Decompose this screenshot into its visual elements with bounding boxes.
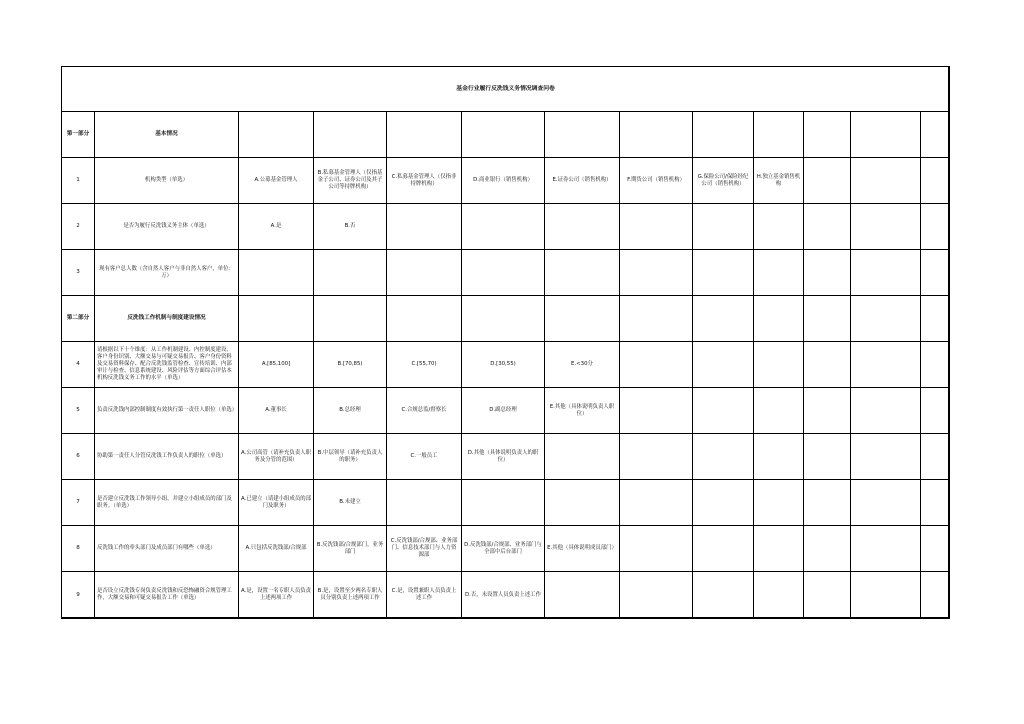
empty-cell — [314, 250, 387, 296]
empty-cell — [620, 434, 693, 480]
answer-option: B.是，设置至少两名专职人员分别负责上述两项工作 — [314, 572, 387, 619]
answer-option: B.[70,85) — [314, 342, 387, 388]
question-number: 8 — [62, 526, 95, 572]
empty-cell — [851, 296, 921, 342]
answer-option: B.否 — [314, 204, 387, 250]
answer-option: C.是，设置兼职人员负责上述工作 — [387, 572, 462, 619]
empty-cell — [921, 158, 950, 204]
empty-cell — [462, 296, 545, 342]
answer-option: A.是，设置一名专职人员负责上述两项工作 — [239, 572, 314, 619]
empty-cell — [921, 342, 950, 388]
section-label: 第二部分 — [62, 296, 95, 342]
empty-cell — [387, 480, 462, 526]
empty-cell — [804, 296, 851, 342]
empty-cell — [545, 250, 620, 296]
empty-cell — [851, 388, 921, 434]
answer-option: D.反洗钱部/合规部、业务部门与全部中后台部门 — [462, 526, 545, 572]
question-text: 请根据以下十个维度：从工作机制建设、内控制度建设、客户身份识别、大额交易与可疑交易报告、客户身份资料及交易资料保存、配合反洗钱监管检查、宣传培训、内部审计与检查、信息系统建设、风险评估等方面综合评估本机构反洗钱义务工作的水平（单选） — [95, 342, 239, 388]
empty-cell — [851, 204, 921, 250]
answer-option: E.证券公司（销售机构） — [545, 158, 620, 204]
empty-cell — [851, 342, 921, 388]
empty-cell — [804, 526, 851, 572]
question-number: 4 — [62, 342, 95, 388]
answer-option: H.独立基金销售机构 — [754, 158, 804, 204]
empty-cell — [754, 296, 804, 342]
answer-option: E.其他（具体说明负责人职位） — [545, 388, 620, 434]
empty-cell — [754, 526, 804, 572]
empty-cell — [620, 250, 693, 296]
empty-cell — [387, 296, 462, 342]
answer-option: A.是 — [239, 204, 314, 250]
empty-cell — [462, 480, 545, 526]
question-row — [62, 250, 950, 296]
answer-option: A.公募基金管理人 — [239, 158, 314, 204]
empty-cell — [387, 112, 462, 158]
question-text: 负责反洗钱内部控制制度有效执行第一责任人职位（单选） — [95, 388, 239, 434]
answer-option: C.[55,70) — [387, 342, 462, 388]
empty-cell — [620, 112, 693, 158]
question-row — [62, 342, 950, 388]
empty-cell — [239, 250, 314, 296]
question-row — [62, 480, 950, 526]
empty-cell — [693, 112, 754, 158]
answer-option: D.[30,55) — [462, 342, 545, 388]
empty-cell — [620, 342, 693, 388]
empty-cell — [851, 250, 921, 296]
question-text: 是否建立反洗钱工作领导小组，并建立小组成员的部门及职务。（单选） — [95, 480, 239, 526]
empty-cell — [239, 296, 314, 342]
empty-cell — [620, 526, 693, 572]
empty-cell — [921, 388, 950, 434]
questionnaire-title: 基金行业履行反洗钱义务情况调查问卷 — [62, 67, 950, 112]
empty-cell — [921, 434, 950, 480]
question-text: 反洗钱工作的牵头部门及成员部门有哪些（单选） — [95, 526, 239, 572]
answer-option: D.其他（具体说明负责人的职位） — [462, 434, 545, 480]
question-text: 机构类型（单选） — [95, 158, 239, 204]
empty-cell — [693, 480, 754, 526]
answer-option: D.副总经理 — [462, 388, 545, 434]
empty-cell — [239, 112, 314, 158]
empty-cell — [804, 158, 851, 204]
empty-cell — [804, 572, 851, 619]
answer-option: A.已建立（请建小组成员的部门及职务） — [239, 480, 314, 526]
question-text: 现有客户总人数（含自然人客户与非自然人客户，单位：万） — [95, 250, 239, 296]
question-row — [62, 388, 950, 434]
empty-cell — [693, 342, 754, 388]
empty-cell — [754, 204, 804, 250]
question-row — [62, 434, 950, 480]
empty-cell — [693, 296, 754, 342]
answer-option: D.商业银行（销售机构） — [462, 158, 545, 204]
empty-cell — [545, 112, 620, 158]
empty-cell — [693, 250, 754, 296]
empty-cell — [693, 526, 754, 572]
question-number: 5 — [62, 388, 95, 434]
empty-cell — [754, 572, 804, 619]
empty-cell — [620, 296, 693, 342]
answer-option: G.保险公司/保险经纪公司（销售机构） — [693, 158, 754, 204]
empty-cell — [804, 342, 851, 388]
answer-option: A.董事长 — [239, 388, 314, 434]
answer-option: A.只包括反洗钱部/合规部 — [239, 526, 314, 572]
empty-cell — [754, 480, 804, 526]
empty-cell — [851, 572, 921, 619]
empty-cell — [545, 572, 620, 619]
empty-cell — [545, 480, 620, 526]
empty-cell — [693, 388, 754, 434]
answer-option: C.反洗钱部/合规部、业务部门、信息技术部门与人力资源部 — [387, 526, 462, 572]
question-number: 1 — [62, 158, 95, 204]
answer-option: B.未建立 — [314, 480, 387, 526]
answer-option: F.期货公司（销售机构） — [620, 158, 693, 204]
empty-cell — [804, 250, 851, 296]
answer-option: C.一般员工 — [387, 434, 462, 480]
answer-option: A.[85,100] — [239, 342, 314, 388]
answer-option: A.公司高管（请补充负责人职务及分管的范围） — [239, 434, 314, 480]
question-row — [62, 204, 950, 250]
empty-cell — [804, 204, 851, 250]
empty-cell — [754, 342, 804, 388]
answer-option: B.中层领导（请补充负责人的职务） — [314, 434, 387, 480]
empty-cell — [804, 434, 851, 480]
empty-cell — [804, 480, 851, 526]
empty-cell — [921, 250, 950, 296]
empty-cell — [921, 526, 950, 572]
title-row — [62, 67, 950, 112]
question-row — [62, 158, 950, 204]
empty-cell — [804, 388, 851, 434]
empty-cell — [921, 204, 950, 250]
empty-cell — [314, 296, 387, 342]
empty-cell — [754, 434, 804, 480]
section-row — [62, 112, 950, 158]
empty-cell — [387, 204, 462, 250]
question-text: 协助第一责任人分管反洗钱工作负责人的职位（单选） — [95, 434, 239, 480]
answer-option: C.私募基金管理人（仅指非持牌机构） — [387, 158, 462, 204]
empty-cell — [620, 480, 693, 526]
section-name: 基本情况 — [95, 112, 239, 158]
empty-cell — [851, 112, 921, 158]
empty-cell — [754, 112, 804, 158]
empty-cell — [754, 250, 804, 296]
section-label: 第一部分 — [62, 112, 95, 158]
section-name: 反洗钱工作机制与制度建设情况 — [95, 296, 239, 342]
empty-cell — [462, 204, 545, 250]
empty-cell — [921, 296, 950, 342]
question-number: 7 — [62, 480, 95, 526]
empty-cell — [620, 204, 693, 250]
empty-cell — [851, 434, 921, 480]
empty-cell — [620, 388, 693, 434]
empty-cell — [545, 296, 620, 342]
empty-cell — [921, 480, 950, 526]
empty-cell — [851, 480, 921, 526]
empty-cell — [545, 204, 620, 250]
answer-option: B.私募基金管理人（仅指基金子公司、证券公司及其子公司等持牌机构） — [314, 158, 387, 204]
answer-option: B.反洗钱部/合规部门，业务部门 — [314, 526, 387, 572]
question-row — [62, 526, 950, 572]
question-text: 是否为履行反洗钱义务主体（单选） — [95, 204, 239, 250]
answer-option: E.其他（具体说明成员部门） — [545, 526, 620, 572]
question-number: 6 — [62, 434, 95, 480]
question-number: 2 — [62, 204, 95, 250]
question-number: 3 — [62, 250, 95, 296]
questionnaire-sheet — [61, 66, 949, 618]
question-row — [62, 572, 950, 619]
questionnaire-table — [61, 66, 950, 619]
empty-cell — [804, 112, 851, 158]
empty-cell — [921, 112, 950, 158]
question-number: 9 — [62, 572, 95, 619]
empty-cell — [545, 434, 620, 480]
empty-cell — [921, 572, 950, 619]
empty-cell — [693, 572, 754, 619]
empty-cell — [851, 526, 921, 572]
answer-option: D.否，未设置人员负责上述工作 — [462, 572, 545, 619]
empty-cell — [314, 112, 387, 158]
empty-cell — [620, 572, 693, 619]
empty-cell — [754, 388, 804, 434]
answer-option: C.合规总监/督察长 — [387, 388, 462, 434]
empty-cell — [387, 250, 462, 296]
empty-cell — [693, 434, 754, 480]
empty-cell — [462, 112, 545, 158]
question-text: 是否设立反洗钱专岗负责反洗钱和反恐怖融资合规管理工作，大额交易和可疑交易报告工作（单选） — [95, 572, 239, 619]
section-row — [62, 296, 950, 342]
answer-option: B.总经理 — [314, 388, 387, 434]
empty-cell — [462, 250, 545, 296]
empty-cell — [851, 158, 921, 204]
answer-option: E.<30分 — [545, 342, 620, 388]
empty-cell — [693, 204, 754, 250]
